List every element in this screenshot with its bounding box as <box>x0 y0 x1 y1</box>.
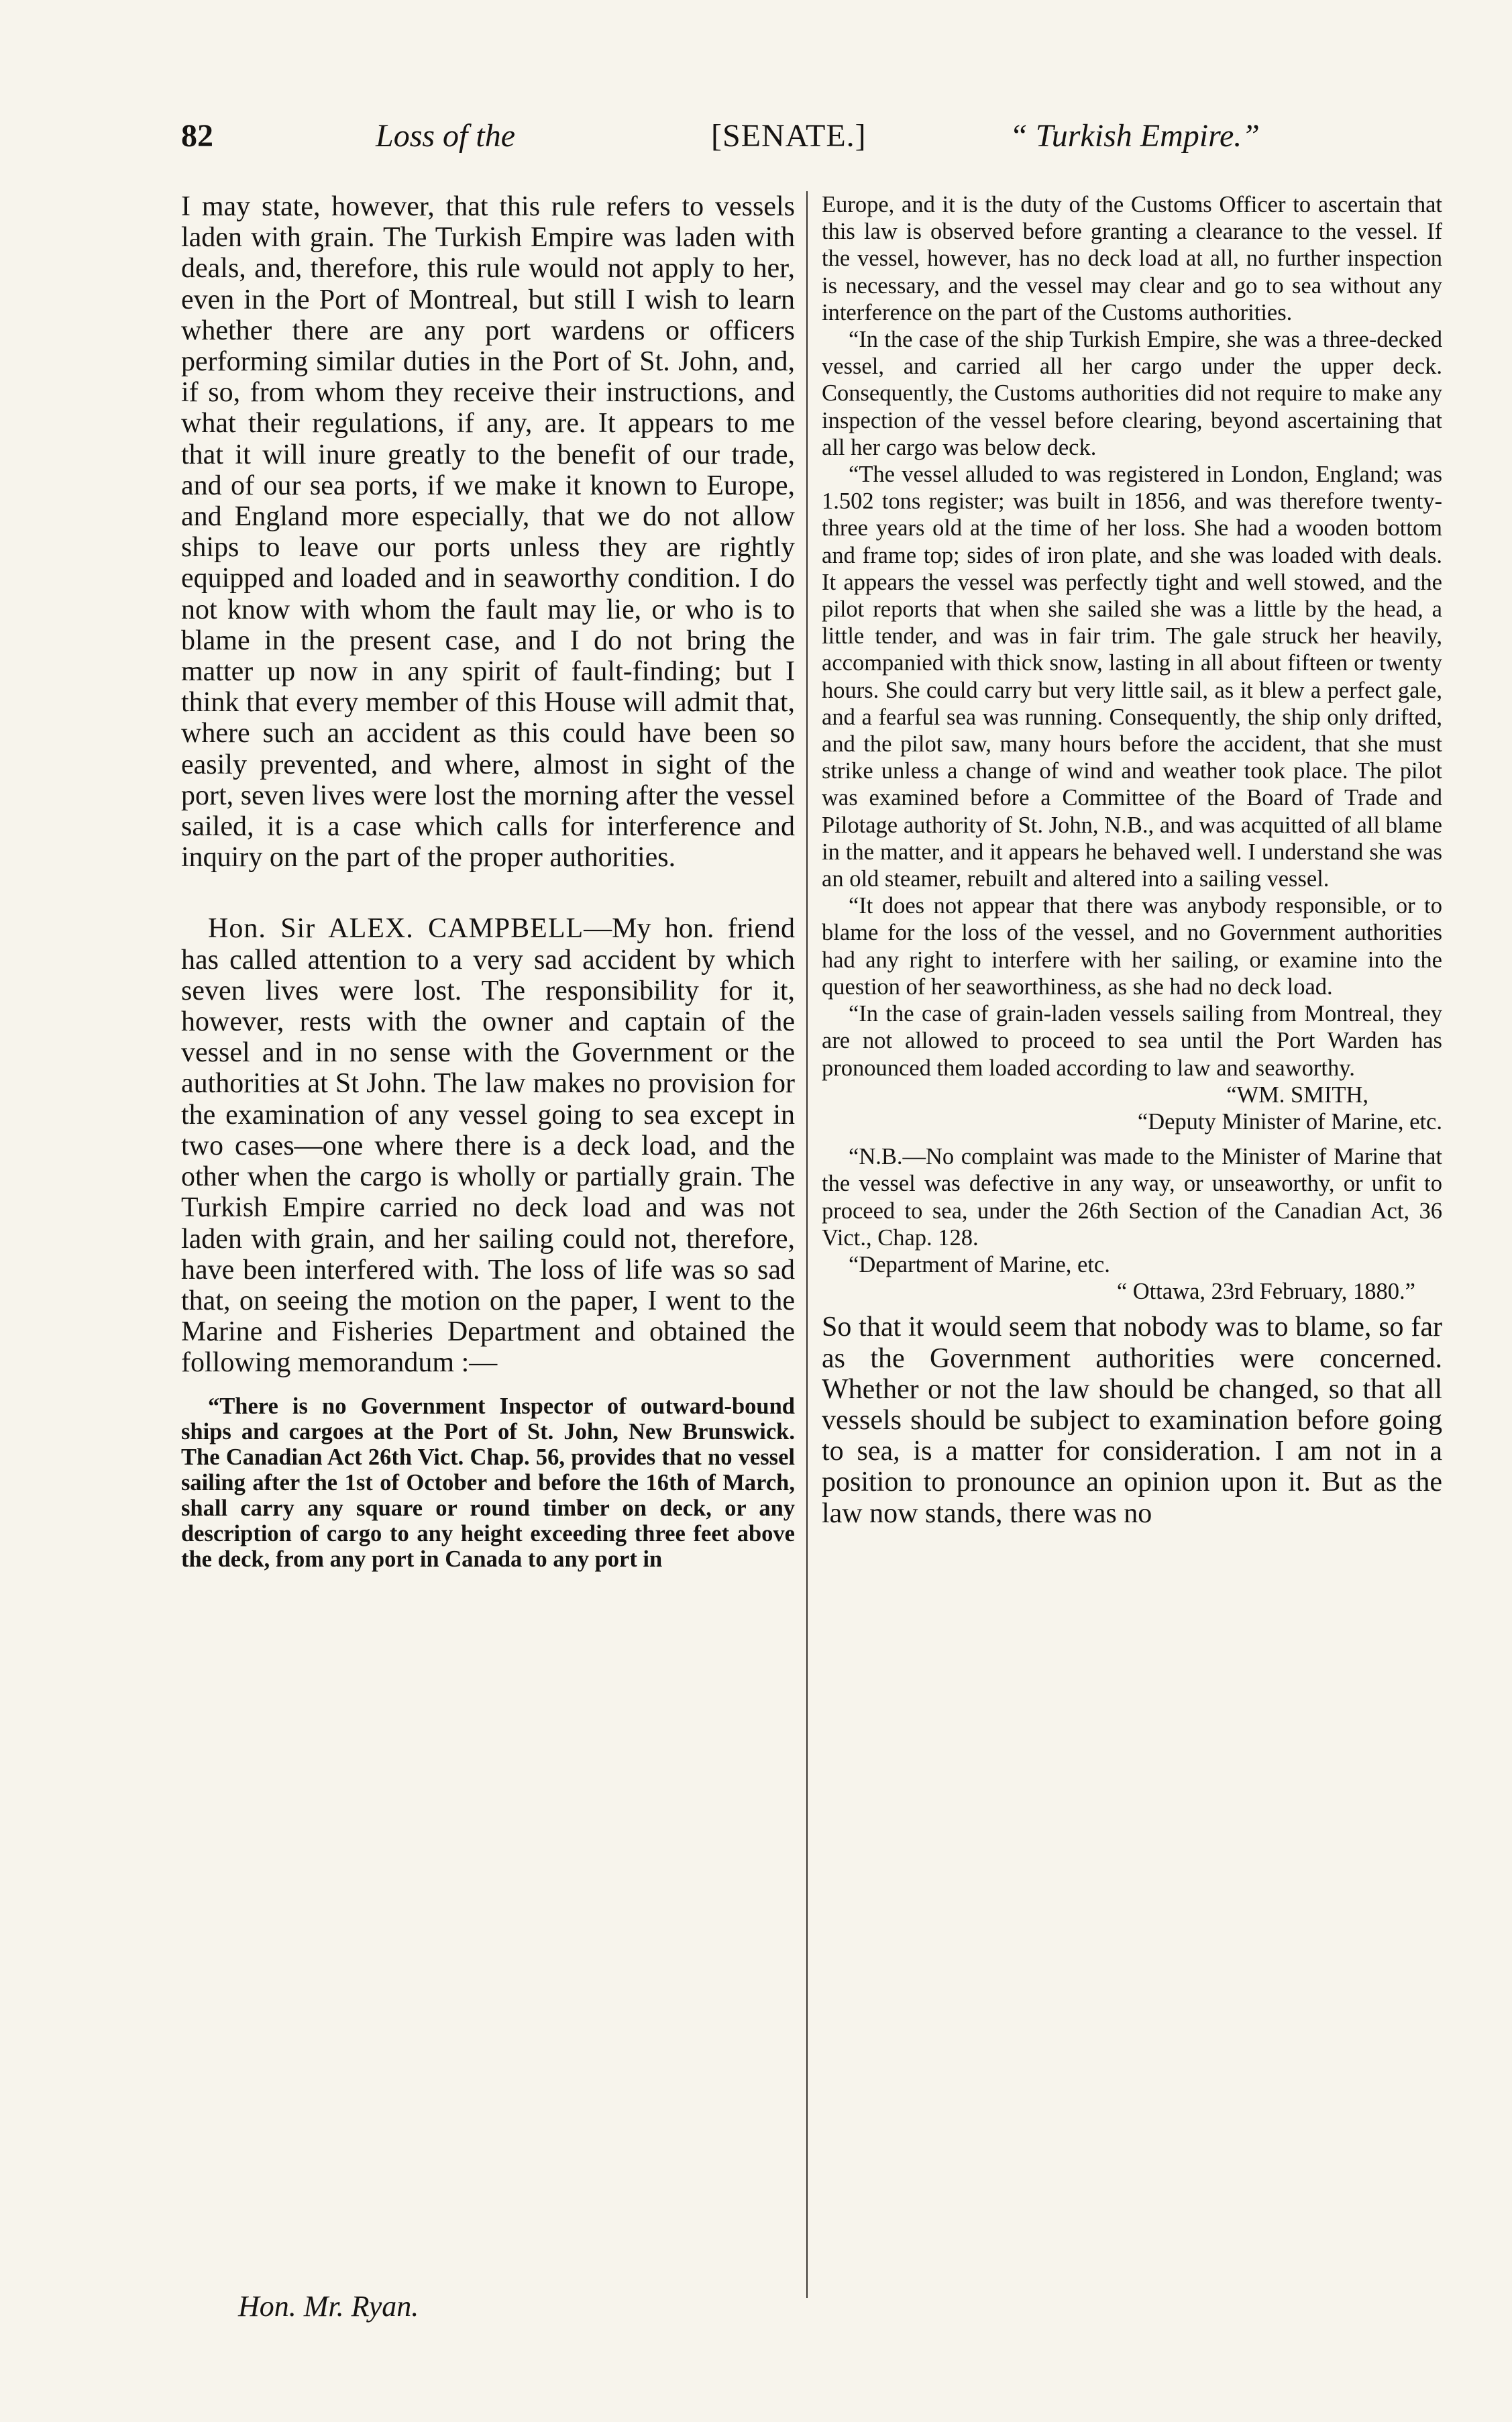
right-column <box>822 191 1442 1529</box>
signature-name: “WM. SMITH, <box>1226 1082 1368 1108</box>
department-line: “Department of Marine, etc. <box>849 1251 1110 1277</box>
speech-text: —My hon. friend has called attention to a very sad accident by which seven lives were lost. The responsibility for it, however, rests with the owner and captain of the vessel and in no sense with the Government or the authorities at St John. The law makes no provision for the examination of any vessel going to sea except in two cases—one where there is a deck load, and the other when the cargo is wholly or partially grain. The Turkish Empire carried no deck load and was not laden with grain, and her sailing could not, therefore, have been interfered with. The loss of life was so sad that, on seeing the motion on the paper, I went to the Marine and Fisheries Department and obtained the following memorandum :— <box>181 913 795 1379</box>
running-header <box>181 117 1442 164</box>
page-number: 82 <box>181 118 213 154</box>
memorandum-paragraph: Europe, and it is the duty of the Customs Officer to ascertain that this law is observed before granting a clearance to the vessel. If the vessel, however, has no deck load at all, no further inspection is necessary, and the vessel may clear and go to sea without any interference on the part of the Customs authorities. <box>822 192 1442 325</box>
speech-paragraph-campbell <box>181 913 795 1378</box>
memorandum-note: “N.B.—No complaint was made to the Minister of Marine that the vessel was defective in any way, or unseaworthy, or unfit to proceed to sea, under the 26th Section of the Canadian Act, 36 Vict., Chap. 128. <box>822 1144 1442 1251</box>
column-divider <box>806 191 808 2298</box>
date-line: “ Ottawa, 23rd February, 1880.” <box>1116 1279 1415 1305</box>
memorandum-paragraph: “In the case of grain-laden vessels sailing from Montreal, they are not allowed to proceed to sea until the Port Warden has pronounced them loaded according to law and seaworthy. <box>822 1001 1442 1081</box>
header-left-title: Loss of the <box>376 118 516 154</box>
memorandum-paragraph: “It does not appear that there was anybody responsible, or to blame for the loss of the vessel, and no Government authorities had any right to interfere with her sailing, or examine into the question of her seaworthiness, as she had no deck load. <box>822 893 1442 1000</box>
speech-paragraph: So that it would seem that nobody was to blame, so far as the Government authorities were concerned. Whether or not the law should be changed, so that all vessels should be subject to examination before going to sea, is a matter for consideration. I am not in a position to pronounce an opinion upon it. But as the law now stands, there was no <box>822 1312 1442 1529</box>
header-right-title: “ Turkish Empire.” <box>1010 118 1260 154</box>
header-chamber: [SENATE.] <box>711 118 867 154</box>
speech-paragraph: I may state, however, that this rule refers to vessels laden with grain. The Turkish Empire was laden with deals, and, therefore, this rule would not apply to her, even in the Port of Montreal, but still I wish to learn whether there are any port wardens or officers performing similar duties in the Port of St. John, and, if so, from whom they receive their instructions, and what their regulations, if any, are. It appears to me that it will inure greatly to the benefit of our trade, and of our sea ports, if we make it known to Europe, and England more especially, that we do not allow ships to leave our ports unless they are rightly equipped and loaded and in seaworthy condition. I do not know with whom the fault may lie, or who is to blame in the present case, and I do not bring the matter up now in any spirit of fault-finding; but I think that every member of this House will admit that, where such an accident as this could have been so easily prevented, and where, almost in sight of the port, seven lives were lost the morning after the vessel sailed, it is a case which calls for interference and inquiry on the part of the proper authorities. <box>181 191 795 874</box>
speaker-name: Hon. Sir ALEX. CAMPBELL <box>208 913 584 945</box>
footer-catchword: Hon. Mr. Ryan. <box>238 2290 419 2323</box>
left-column <box>181 191 795 1572</box>
memorandum-paragraph: “There is no Government Inspector of outward-bound ships and cargoes at the Port of St. John, New Brunswick. The Canadian Act 26th Vict. Chap. 56, provides that no vessel sailing after the 1st of October and before the 16th of March, shall carry any square or round timber on deck, or any description of cargo to any height exceeding three feet above the deck, from any port in Canada to any port in <box>181 1393 795 1572</box>
memorandum-paragraph: “The vessel alluded to was registered in London, England; was 1.502 tons register; was built in 1856, and was therefore twenty-three years old at the time of her loss. She had a wooden bottom and frame top; sides of iron plate, and she was loaded with deals. It appears the vessel was perfectly tight and well stowed, and the pilot reports that when she sailed she was a little by the head, a little tender, and was in fair trim. The gale struck her heavily, accompanied with thick snow, lasting in all about fifteen or twenty hours. She could carry but very little sail, as it blew a perfect gale, and a fearful sea was running. Consequently, the ship only drifted, and the pilot saw, many hours before the accident, that she must strike unless a change of wind and weather took place. The pilot was examined before a Committee of the Board of Trade and Pilotage authority of St. John, N.B., and was acquitted of all blame in the matter, and it appears he behaved well. I understand she was an old steamer, rebuilt and altered into a sailing vessel. <box>822 462 1442 892</box>
signature-title: “Deputy Minister of Marine, etc. <box>1137 1108 1442 1135</box>
memorandum-paragraph: “In the case of the ship Turkish Empire, she was a three-decked vessel, and carried all her cargo under the upper deck. Consequently, the Customs authorities did not require to make any inspection of the vessel before clearing, beyond ascertaining that all her cargo was below deck. <box>822 327 1442 460</box>
